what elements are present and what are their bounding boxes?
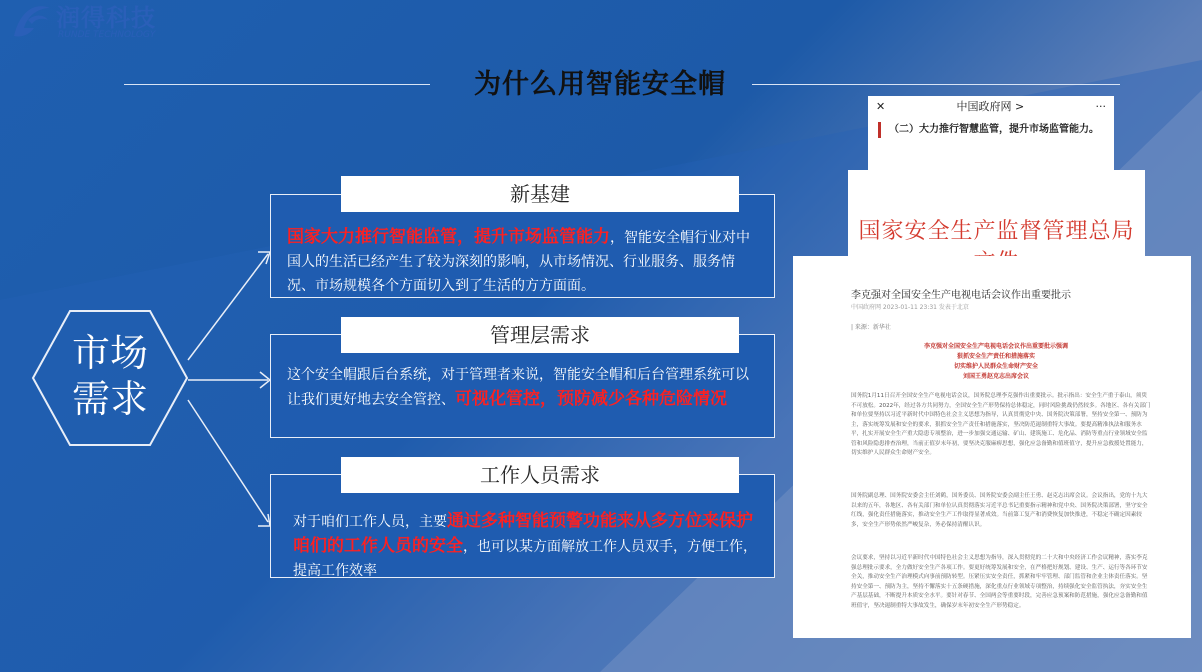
article-paragraph: 会议要求，坚持以习近平新时代中国特色社会主义思想为指导，深入贯彻党的二十大和中央经济工作会议精神，落实李克强总理批示要求，全力做好安全生产各项工作。要更好统筹发展和安全，在严格把好规划、建设、生产、运行等各环节安全关，推动安全生产治理模式向事前预防转型。压紧压实安全责任，抓紧和牢牢管理、部门监管和企业主体责任落实。坚持安全第一、预防为主，坚持不懈落实十五条硬措施，深化重点行业领域专项整治，持续强化安全监管执法，夯实安全生产基层基础，不断提升本质安全水平。要针对春节、全国两会等重要时段，完善应急预案和防范措施，强化应急备勤和值班值守，坚决遏制重特大事故发生，确保岁末年初安全生产形势稳定。 xyxy=(851,555,1148,609)
page-title: 为什么用智能安全帽 xyxy=(474,69,726,100)
official-doc-title: 国家安全生产监督管理总局 xyxy=(858,219,1135,244)
more-icon[interactable]: ··· xyxy=(1095,99,1106,113)
section1-body: ，智能安全帽行业对中国人的生活已经产生了较为深刻的影响，从市场情况、行业服务、服务情况、市场规模各个方面切入到了生活的方方面面。 xyxy=(287,230,750,294)
section2-highlight: 可视化管控，预防减少各种危险情况 xyxy=(455,389,727,409)
title-line-left xyxy=(124,84,430,85)
section1-highlight: 国家大力推行智能监管，提升市场监管能力 xyxy=(287,227,610,247)
article-headline-line: 刘国王勇赵克志出席会议 xyxy=(962,373,1029,380)
article-headline xyxy=(851,342,1141,382)
section3-highlight: 通过多种智能预警功能来从多方位来保护咱们的工作人员的安全 xyxy=(293,511,753,556)
section3-body-before: 对于咱们工作人员，主要 xyxy=(293,514,447,530)
article-meta: 中国政府网 2023-01-11 23:31 发表于北京 xyxy=(851,304,969,311)
company-logo xyxy=(6,0,156,42)
article-title: 李克强对全国安全生产电视电话会议作出重要批示 xyxy=(851,290,1071,301)
gov-site-screenshot xyxy=(868,96,1114,180)
article-headline-line: 狠抓安全生产责任和措施落实 xyxy=(956,353,1035,360)
article-headline-line: 切实维护人民群众生命财产安全 xyxy=(953,363,1038,370)
section3-body-after: ，也可以某方面解放工作人员双手，方便工作，提高工作效率 xyxy=(293,539,757,579)
gov-site-quote: （二）大力推行智慧监管，提升市场监管能力。 xyxy=(878,122,1114,138)
logo-cn-text: 润得科技 xyxy=(56,4,156,32)
section2-header: 管理层需求 xyxy=(341,317,739,353)
hex-label-line1: 市场 xyxy=(71,331,148,375)
close-icon[interactable]: ✕ xyxy=(876,99,886,113)
article-paragraph: 国务院副总理、国务院安委会主任刘鹤，国务委员、国务院安委会副主任王勇、赵克志出席会议。会议指出，党的十九大以来的五年，各地区、各有关部门和单位认真贯彻落实习近平总书记重要指示精神和党中央、国务院决策部署，坚守安全红线，强化责任措施落实，推动安全生产工作取得显著成效。当前第工复产和消费恢复加快推进，不稳定不确定因素较多，安全生产形势依然严峻复杂，务必保持清醒认识。 xyxy=(851,493,1148,528)
hex-label xyxy=(60,330,160,422)
section1-text xyxy=(287,225,762,298)
section2-body: 这个安全帽跟后台系统，对于管理者来说，智能安全帽和后台管理系统可以让我们更好地去安全管控、 xyxy=(287,367,749,408)
title-line-right xyxy=(752,84,1120,85)
section2-text xyxy=(287,363,762,412)
article-paragraph: 国务院1月11日召开全国安全生产电视电话会议，国务院总理李克强作出重要批示。批示指出：安全生产重于泰山，须臾不可放松。2022年，经过各方共同努力，全国安全生产形势保持总体稳定，同时风险挑战仍然较多。各地区、各有关部门和单位要坚持以习近平新时代中国特色社会主义思想为指导，认真贯彻党中央、国务院决策部署，坚持安全第一、预防为主，落实统筹发展和安全的要求，狠抓安全生产责任和措施落实，坚决防范遏制重特大事故。要提高精准执法和服务水平，扎实开展安全生产重大隐患专项整治，进一步加强交通运输、矿山、建筑施工、危化品、消防等重点行业领域安全监管和风险隐患排查治理，当前正值岁末年初，要坚决克服麻痹思想，强化应急备勤和值班值守，提升应急救援处置能力，切实维护人民群众生命财产安全。 xyxy=(851,393,1151,456)
runde-logo-icon xyxy=(6,0,56,42)
section3-text xyxy=(293,509,762,583)
logo-en-text: RUNDE TECHNOLOGY xyxy=(58,30,156,40)
section1-header: 新基建 xyxy=(341,176,739,212)
news-article xyxy=(793,256,1191,638)
article-source: | 来源：新华社 xyxy=(851,324,891,331)
official-doc-header xyxy=(848,170,1145,262)
gov-site-name[interactable]: 中国政府网 > xyxy=(956,100,1025,113)
gov-site-topbar xyxy=(868,96,1114,116)
section3-header: 工作人员需求 xyxy=(341,457,739,493)
connector-arrows xyxy=(180,240,280,560)
hex-label-line2: 需求 xyxy=(71,377,148,421)
article-headline-line: 李克强对全国安全生产电视电话会议作出重要批示强调 xyxy=(923,343,1068,350)
